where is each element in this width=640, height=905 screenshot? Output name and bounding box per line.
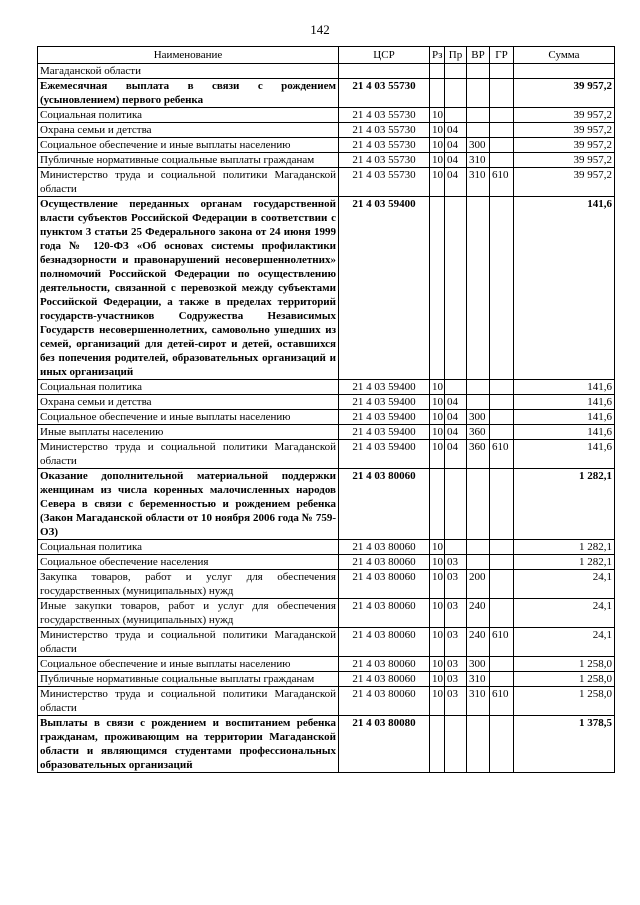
cell-gr (490, 64, 514, 79)
cell-pr: 04 (445, 153, 467, 168)
cell-gr (490, 153, 514, 168)
cell-sum: 1 282,1 (514, 540, 615, 555)
table-row (38, 469, 615, 540)
cell-vr: 310 (467, 672, 490, 687)
cell-name: Охрана семьи и детства (38, 123, 339, 138)
cell-sum: 39 957,2 (514, 108, 615, 123)
table-row (38, 440, 615, 469)
cell-sum: 1 282,1 (514, 469, 615, 540)
cell-vr: 300 (467, 657, 490, 672)
cell-sum: 39 957,2 (514, 153, 615, 168)
header-gr: ГР (490, 47, 514, 64)
cell-name: Социальная политика (38, 540, 339, 555)
cell-vr: 360 (467, 440, 490, 469)
cell-gr (490, 108, 514, 123)
table-row (38, 168, 615, 197)
cell-pr: 03 (445, 570, 467, 599)
cell-vr (467, 395, 490, 410)
cell-rz: 10 (430, 440, 445, 469)
table-row (38, 138, 615, 153)
cell-vr: 310 (467, 687, 490, 716)
table-row (38, 628, 615, 657)
cell-pr: 03 (445, 599, 467, 628)
cell-csr: 21 4 03 80060 (339, 672, 430, 687)
cell-pr (445, 64, 467, 79)
header-vr: ВР (467, 47, 490, 64)
cell-sum: 1 258,0 (514, 687, 615, 716)
cell-pr: 04 (445, 168, 467, 197)
cell-gr (490, 410, 514, 425)
cell-csr: 21 4 03 55730 (339, 79, 430, 108)
header-pr: Пр (445, 47, 467, 64)
cell-sum: 39 957,2 (514, 168, 615, 197)
cell-rz: 10 (430, 540, 445, 555)
cell-pr (445, 79, 467, 108)
table-row (38, 672, 615, 687)
cell-sum: 24,1 (514, 599, 615, 628)
cell-sum: 39 957,2 (514, 79, 615, 108)
cell-name: Оказание дополнительной материальной поддержки женщинам из числа коренных малочисленных народов Севера в связи с беременностью и рождением ребенка (Закон Магаданской области от 10 ноября 2006 года № 759-ОЗ) (38, 469, 339, 540)
table-row (38, 380, 615, 395)
cell-rz: 10 (430, 395, 445, 410)
cell-pr: 04 (445, 395, 467, 410)
cell-rz: 10 (430, 555, 445, 570)
table-row (38, 395, 615, 410)
cell-sum (514, 64, 615, 79)
cell-vr (467, 555, 490, 570)
table-row (38, 410, 615, 425)
cell-vr (467, 469, 490, 540)
cell-gr (490, 425, 514, 440)
cell-pr: 03 (445, 672, 467, 687)
table-row (38, 153, 615, 168)
cell-rz: 10 (430, 599, 445, 628)
cell-csr: 21 4 03 59400 (339, 395, 430, 410)
cell-gr (490, 570, 514, 599)
cell-gr (490, 555, 514, 570)
cell-csr: 21 4 03 55730 (339, 168, 430, 197)
cell-vr: 310 (467, 168, 490, 197)
cell-name: Иные закупки товаров, работ и услуг для обеспечения государственных (муниципальных) нужд (38, 599, 339, 628)
cell-sum: 1 282,1 (514, 555, 615, 570)
cell-csr: 21 4 03 80060 (339, 657, 430, 672)
table-row (38, 197, 615, 380)
cell-name: Министерство труда и социальной политики Магаданской области (38, 168, 339, 197)
cell-csr: 21 4 03 80060 (339, 540, 430, 555)
cell-vr: 300 (467, 138, 490, 153)
cell-gr (490, 657, 514, 672)
cell-gr (490, 197, 514, 380)
cell-vr (467, 540, 490, 555)
cell-csr: 21 4 03 80080 (339, 716, 430, 773)
table-row (38, 657, 615, 672)
cell-name: Социальное обеспечение и иные выплаты населению (38, 410, 339, 425)
cell-name: Закупка товаров, работ и услуг для обеспечения государственных (муниципальных) нужд (38, 570, 339, 599)
cell-name: Социальное обеспечение и иные выплаты населению (38, 657, 339, 672)
cell-sum: 141,6 (514, 410, 615, 425)
cell-rz: 10 (430, 657, 445, 672)
cell-csr: 21 4 03 55730 (339, 108, 430, 123)
cell-name: Социальное обеспечение населения (38, 555, 339, 570)
cell-name: Публичные нормативные социальные выплаты гражданам (38, 153, 339, 168)
cell-vr (467, 380, 490, 395)
cell-gr (490, 716, 514, 773)
cell-sum: 141,6 (514, 425, 615, 440)
cell-sum: 141,6 (514, 380, 615, 395)
cell-pr (445, 108, 467, 123)
header-sum: Сумма (514, 47, 615, 64)
cell-gr (490, 599, 514, 628)
cell-sum: 1 258,0 (514, 657, 615, 672)
cell-csr: 21 4 03 59400 (339, 197, 430, 380)
header-csr: ЦСР (339, 47, 430, 64)
cell-gr: 610 (490, 168, 514, 197)
cell-csr: 21 4 03 59400 (339, 380, 430, 395)
cell-gr (490, 469, 514, 540)
cell-vr (467, 197, 490, 380)
cell-pr: 04 (445, 123, 467, 138)
cell-vr (467, 79, 490, 108)
cell-gr (490, 138, 514, 153)
cell-pr: 03 (445, 687, 467, 716)
cell-pr: 04 (445, 410, 467, 425)
cell-sum: 1 378,5 (514, 716, 615, 773)
cell-csr: 21 4 03 55730 (339, 153, 430, 168)
cell-gr (490, 123, 514, 138)
cell-csr: 21 4 03 80060 (339, 599, 430, 628)
table-row (38, 64, 615, 79)
cell-pr (445, 540, 467, 555)
cell-vr (467, 64, 490, 79)
cell-vr: 300 (467, 410, 490, 425)
cell-sum: 24,1 (514, 570, 615, 599)
cell-vr: 310 (467, 153, 490, 168)
cell-gr: 610 (490, 440, 514, 469)
cell-vr: 240 (467, 628, 490, 657)
cell-name: Социальная политика (38, 380, 339, 395)
cell-gr (490, 395, 514, 410)
cell-name: Публичные нормативные социальные выплаты гражданам (38, 672, 339, 687)
cell-csr: 21 4 03 55730 (339, 123, 430, 138)
cell-pr (445, 469, 467, 540)
cell-rz (430, 64, 445, 79)
cell-rz: 10 (430, 168, 445, 197)
cell-name: Социальная политика (38, 108, 339, 123)
cell-rz: 10 (430, 138, 445, 153)
cell-sum: 39 957,2 (514, 138, 615, 153)
cell-name: Иные выплаты населению (38, 425, 339, 440)
cell-pr (445, 380, 467, 395)
cell-csr: 21 4 03 80060 (339, 570, 430, 599)
cell-rz: 10 (430, 628, 445, 657)
cell-csr: 21 4 03 59400 (339, 440, 430, 469)
cell-csr: 21 4 03 59400 (339, 410, 430, 425)
cell-rz: 10 (430, 410, 445, 425)
cell-gr (490, 380, 514, 395)
cell-name: Министерство труда и социальной политики Магаданской области (38, 628, 339, 657)
cell-sum: 141,6 (514, 197, 615, 380)
cell-vr: 200 (467, 570, 490, 599)
cell-name: Охрана семьи и детства (38, 395, 339, 410)
table-row (38, 425, 615, 440)
cell-rz (430, 716, 445, 773)
cell-csr: 21 4 03 80060 (339, 555, 430, 570)
cell-rz: 10 (430, 672, 445, 687)
cell-sum: 141,6 (514, 440, 615, 469)
cell-name: Магаданской области (38, 64, 339, 79)
cell-pr: 04 (445, 138, 467, 153)
table-row (38, 687, 615, 716)
cell-csr: 21 4 03 80060 (339, 687, 430, 716)
header-rz: Рз (430, 47, 445, 64)
table-row (38, 570, 615, 599)
cell-vr: 240 (467, 599, 490, 628)
table-row (38, 540, 615, 555)
cell-rz: 10 (430, 570, 445, 599)
table-row (38, 555, 615, 570)
cell-rz (430, 469, 445, 540)
cell-csr: 21 4 03 80060 (339, 469, 430, 540)
cell-pr (445, 716, 467, 773)
cell-gr (490, 540, 514, 555)
cell-rz: 10 (430, 425, 445, 440)
cell-gr (490, 672, 514, 687)
cell-rz: 10 (430, 123, 445, 138)
table-row (38, 108, 615, 123)
cell-csr: 21 4 03 59400 (339, 425, 430, 440)
cell-pr: 03 (445, 555, 467, 570)
cell-name: Социальное обеспечение и иные выплаты населению (38, 138, 339, 153)
cell-vr (467, 716, 490, 773)
cell-sum: 39 957,2 (514, 123, 615, 138)
cell-name: Ежемесячная выплата в связи с рождением (усыновлением) первого ребенка (38, 79, 339, 108)
cell-name: Выплаты в связи с рождением и воспитанием ребенка гражданам, проживающим на территории Магаданской области и являющимся студентами профессиональных образовательных организаций (38, 716, 339, 773)
cell-pr: 04 (445, 440, 467, 469)
cell-pr: 04 (445, 425, 467, 440)
cell-pr: 03 (445, 628, 467, 657)
cell-gr (490, 79, 514, 108)
table-row (38, 79, 615, 108)
cell-sum: 1 258,0 (514, 672, 615, 687)
cell-name: Министерство труда и социальной политики Магаданской области (38, 687, 339, 716)
cell-vr (467, 123, 490, 138)
cell-rz (430, 79, 445, 108)
cell-rz: 10 (430, 380, 445, 395)
table-row (38, 123, 615, 138)
page-number: 142 (310, 22, 330, 37)
cell-gr: 610 (490, 687, 514, 716)
cell-pr (445, 197, 467, 380)
cell-pr: 03 (445, 657, 467, 672)
cell-sum: 141,6 (514, 395, 615, 410)
cell-name: Осуществление переданных органам государственной власти субъектов Российской Федерации в соответствии с пунктом 3 статьи 25 Федерального закона от 24 июня 1999 года № 120-ФЗ «Об основах системы профилактики безнадзорности и правонарушений несовершеннолетних» полномочий Российской Федерации по осуществлению деятельности, связанной с перевозкой между субъектами Российской Федерации, а также в пределах территорий государств-участников Содружества Независимых Государств несовершеннолетних, самовольно ушедших из семей, организаций для детей-сирот и детей, оставшихся без попечения родителей, образовательных организаций и иных организаций (38, 197, 339, 380)
cell-gr: 610 (490, 628, 514, 657)
header-name: Наименование (38, 47, 339, 64)
cell-vr (467, 108, 490, 123)
table-row (38, 599, 615, 628)
cell-rz (430, 197, 445, 380)
cell-csr (339, 64, 430, 79)
cell-rz: 10 (430, 108, 445, 123)
budget-table (37, 46, 615, 773)
cell-rz: 10 (430, 687, 445, 716)
cell-csr: 21 4 03 80060 (339, 628, 430, 657)
table-row (38, 716, 615, 773)
cell-rz: 10 (430, 153, 445, 168)
header-row (38, 47, 615, 64)
cell-csr: 21 4 03 55730 (339, 138, 430, 153)
cell-sum: 24,1 (514, 628, 615, 657)
cell-name: Министерство труда и социальной политики Магаданской области (38, 440, 339, 469)
cell-vr: 360 (467, 425, 490, 440)
